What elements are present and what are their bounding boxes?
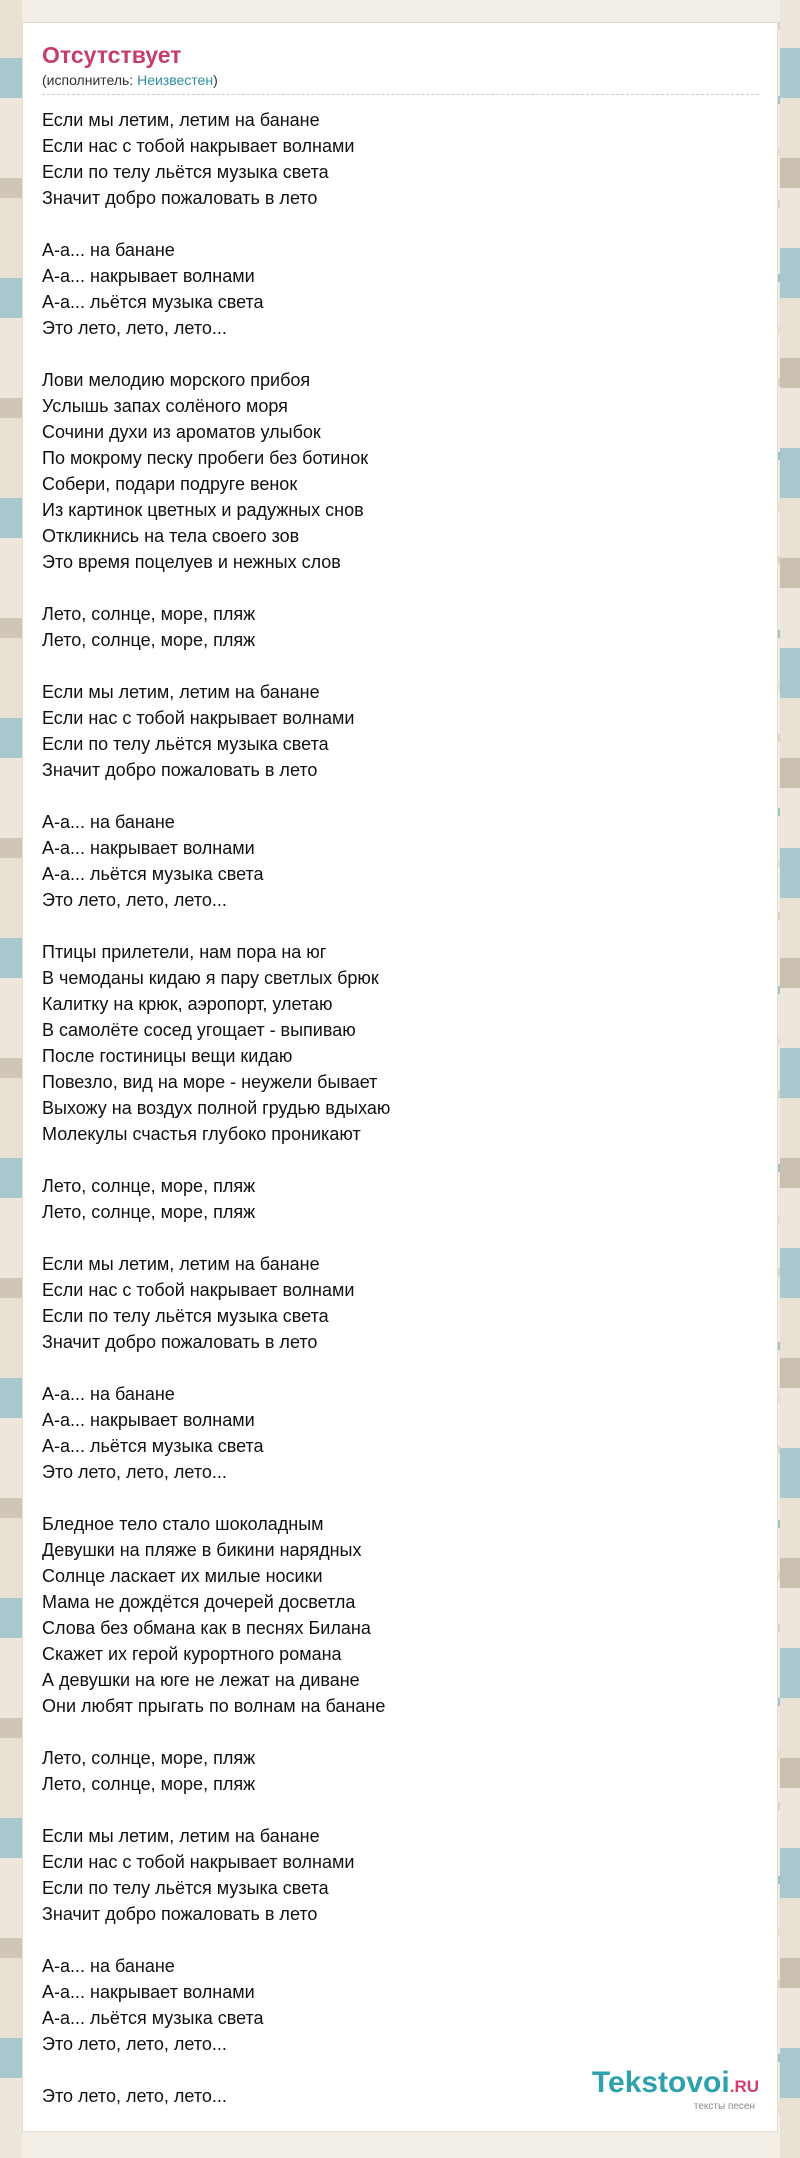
lyric-line: После гостиницы вещи кидаю <box>42 1046 293 1066</box>
lyric-line: Если нас с тобой накрывает волнами <box>42 1280 355 1300</box>
lyric-line: Калитку на крюк, аэропорт, улетаю <box>42 994 333 1014</box>
lyric-line: В самолёте сосед угощает - выпиваю <box>42 1020 356 1040</box>
lyric-line: А-а... льётся музыка света <box>42 2008 264 2028</box>
stanza-break <box>42 1797 759 1823</box>
stanza-break <box>42 1147 759 1173</box>
lyric-line: Это лето, лето, лето... <box>42 2086 227 2106</box>
lyric-line: Услышь запах солёного моря <box>42 396 288 416</box>
lyric-line: Лето, солнце, море, пляж <box>42 1202 256 1222</box>
lyric-line: А-а... на банане <box>42 240 175 260</box>
stanza-break <box>42 783 759 809</box>
logo-tld: .RU <box>729 2077 759 2096</box>
lyric-line: А-а... на банане <box>42 1384 175 1404</box>
lyric-line: А-а... льётся музыка света <box>42 864 264 884</box>
lyric-line: А девушки на юге не лежат на диване <box>42 1670 360 1690</box>
lyric-line: Они любят прыгать по волнам на банане <box>42 1696 386 1716</box>
lyric-line: Это лето, лето, лето... <box>42 318 227 338</box>
logo-wordmark <box>592 2067 759 2103</box>
lyric-line: Из картинок цветных и радужных снов <box>42 500 364 520</box>
lyric-line: Если мы летим, летим на банане <box>42 1826 320 1846</box>
stanza-break <box>42 575 759 601</box>
lyric-line: Это лето, лето, лето... <box>42 1462 227 1482</box>
lyric-line: А-а... накрывает волнами <box>42 1982 255 2002</box>
stanza-break <box>42 1485 759 1511</box>
lyric-line: Это лето, лето, лето... <box>42 890 227 910</box>
stanza-break <box>42 1719 759 1745</box>
lyric-line: Если нас с тобой накрывает волнами <box>42 1852 355 1872</box>
stanza-break <box>42 211 759 237</box>
lyric-line: А-а... на банане <box>42 812 175 832</box>
artist-suffix: ) <box>213 72 218 88</box>
lyric-line: Это лето, лето, лето... <box>42 2034 227 2054</box>
lyric-line: Если нас с тобой накрывает волнами <box>42 136 355 156</box>
lyric-line: Это время поцелуев и нежных слов <box>42 552 341 572</box>
lyric-line: Лови мелодию морского прибоя <box>42 370 311 390</box>
lyric-line: Девушки на пляже в бикини нарядных <box>42 1540 362 1560</box>
lyric-line: Если нас с тобой накрывает волнами <box>42 708 355 728</box>
lyric-line: Лето, солнце, море, пляж <box>42 1748 256 1768</box>
lyric-line: А-а... на банане <box>42 1956 175 1976</box>
lyric-line: Если по телу льётся музыка света <box>42 1306 329 1326</box>
lyric-line: А-а... накрывает волнами <box>42 1410 255 1430</box>
stanza-break <box>42 653 759 679</box>
lyric-line: Лето, солнце, море, пляж <box>42 1176 256 1196</box>
lyric-line: Слова без обмана как в песнях Билана <box>42 1618 371 1638</box>
artist-link[interactable]: Неизвестен <box>137 72 214 88</box>
lyric-line: Значит добро пожаловать в лето <box>42 1332 318 1352</box>
stanza-break <box>42 1355 759 1381</box>
lyric-line: А-а... льётся музыка света <box>42 1436 264 1456</box>
lyric-line: Лето, солнце, море, пляж <box>42 630 256 650</box>
lyric-line: Молекулы счастья глубоко проникают <box>42 1124 361 1144</box>
lyric-line: Лето, солнце, море, пляж <box>42 1774 256 1794</box>
lyric-line: Если по телу льётся музыка света <box>42 162 329 182</box>
lyric-line: Выхожу на воздух полной грудью вдыхаю <box>42 1098 391 1118</box>
background-stripe-left <box>0 0 22 2158</box>
logo-tagline: тексты песен <box>693 2101 755 2112</box>
lyric-line: Значит добро пожаловать в лето <box>42 188 318 208</box>
lyric-line: Сочини духи из ароматов улыбок <box>42 422 321 442</box>
lyrics-card <box>22 22 778 2132</box>
song-title: Отсутствует <box>42 42 182 68</box>
lyric-line: Откликнись на тела своего зов <box>42 526 300 546</box>
lyric-line: По мокрому песку пробеги без ботинок <box>42 448 369 468</box>
lyric-line: Скажет их герой курортного романа <box>42 1644 342 1664</box>
lyric-line: Если мы летим, летим на банане <box>42 110 320 130</box>
lyric-line: Значит добро пожаловать в лето <box>42 1904 318 1924</box>
lyric-line: Мама не дождётся дочерей досветла <box>42 1592 356 1612</box>
stanza-break <box>42 913 759 939</box>
lyric-line: Птицы прилетели, нам пора на юг <box>42 942 327 962</box>
artist-line <box>42 71 759 95</box>
lyric-line: Лето, солнце, море, пляж <box>42 604 256 624</box>
lyric-line: А-а... накрывает волнами <box>42 266 255 286</box>
lyric-line: Бледное тело стало шоколадным <box>42 1514 324 1534</box>
background-stripe-right <box>780 0 800 2158</box>
lyric-line: Собери, подари подруге венок <box>42 474 298 494</box>
logo-name: Tekstovoi <box>591 2066 730 2099</box>
lyric-line: А-а... накрывает волнами <box>42 838 255 858</box>
lyric-line: Если мы летим, летим на банане <box>42 1254 320 1274</box>
lyric-line: Если по телу льётся музыка света <box>42 734 329 754</box>
lyric-line: А-а... льётся музыка света <box>42 292 264 312</box>
stanza-break <box>42 1225 759 1251</box>
lyric-line: Если по телу льётся музыка света <box>42 1878 329 1898</box>
artist-prefix: (исполнитель: <box>42 72 138 88</box>
stanza-break <box>42 1927 759 1953</box>
lyric-line: Солнце ласкает их милые носики <box>42 1566 323 1586</box>
site-logo[interactable] <box>592 2067 759 2113</box>
stanza-break <box>42 341 759 367</box>
lyric-line: Если мы летим, летим на банане <box>42 682 320 702</box>
lyric-line: В чемоданы кидаю я пару светлых брюк <box>42 968 379 988</box>
lyric-line: Значит добро пожаловать в лето <box>42 760 318 780</box>
lyric-line: Повезло, вид на море - неужели бывает <box>42 1072 378 1092</box>
lyrics-text <box>42 107 759 2109</box>
